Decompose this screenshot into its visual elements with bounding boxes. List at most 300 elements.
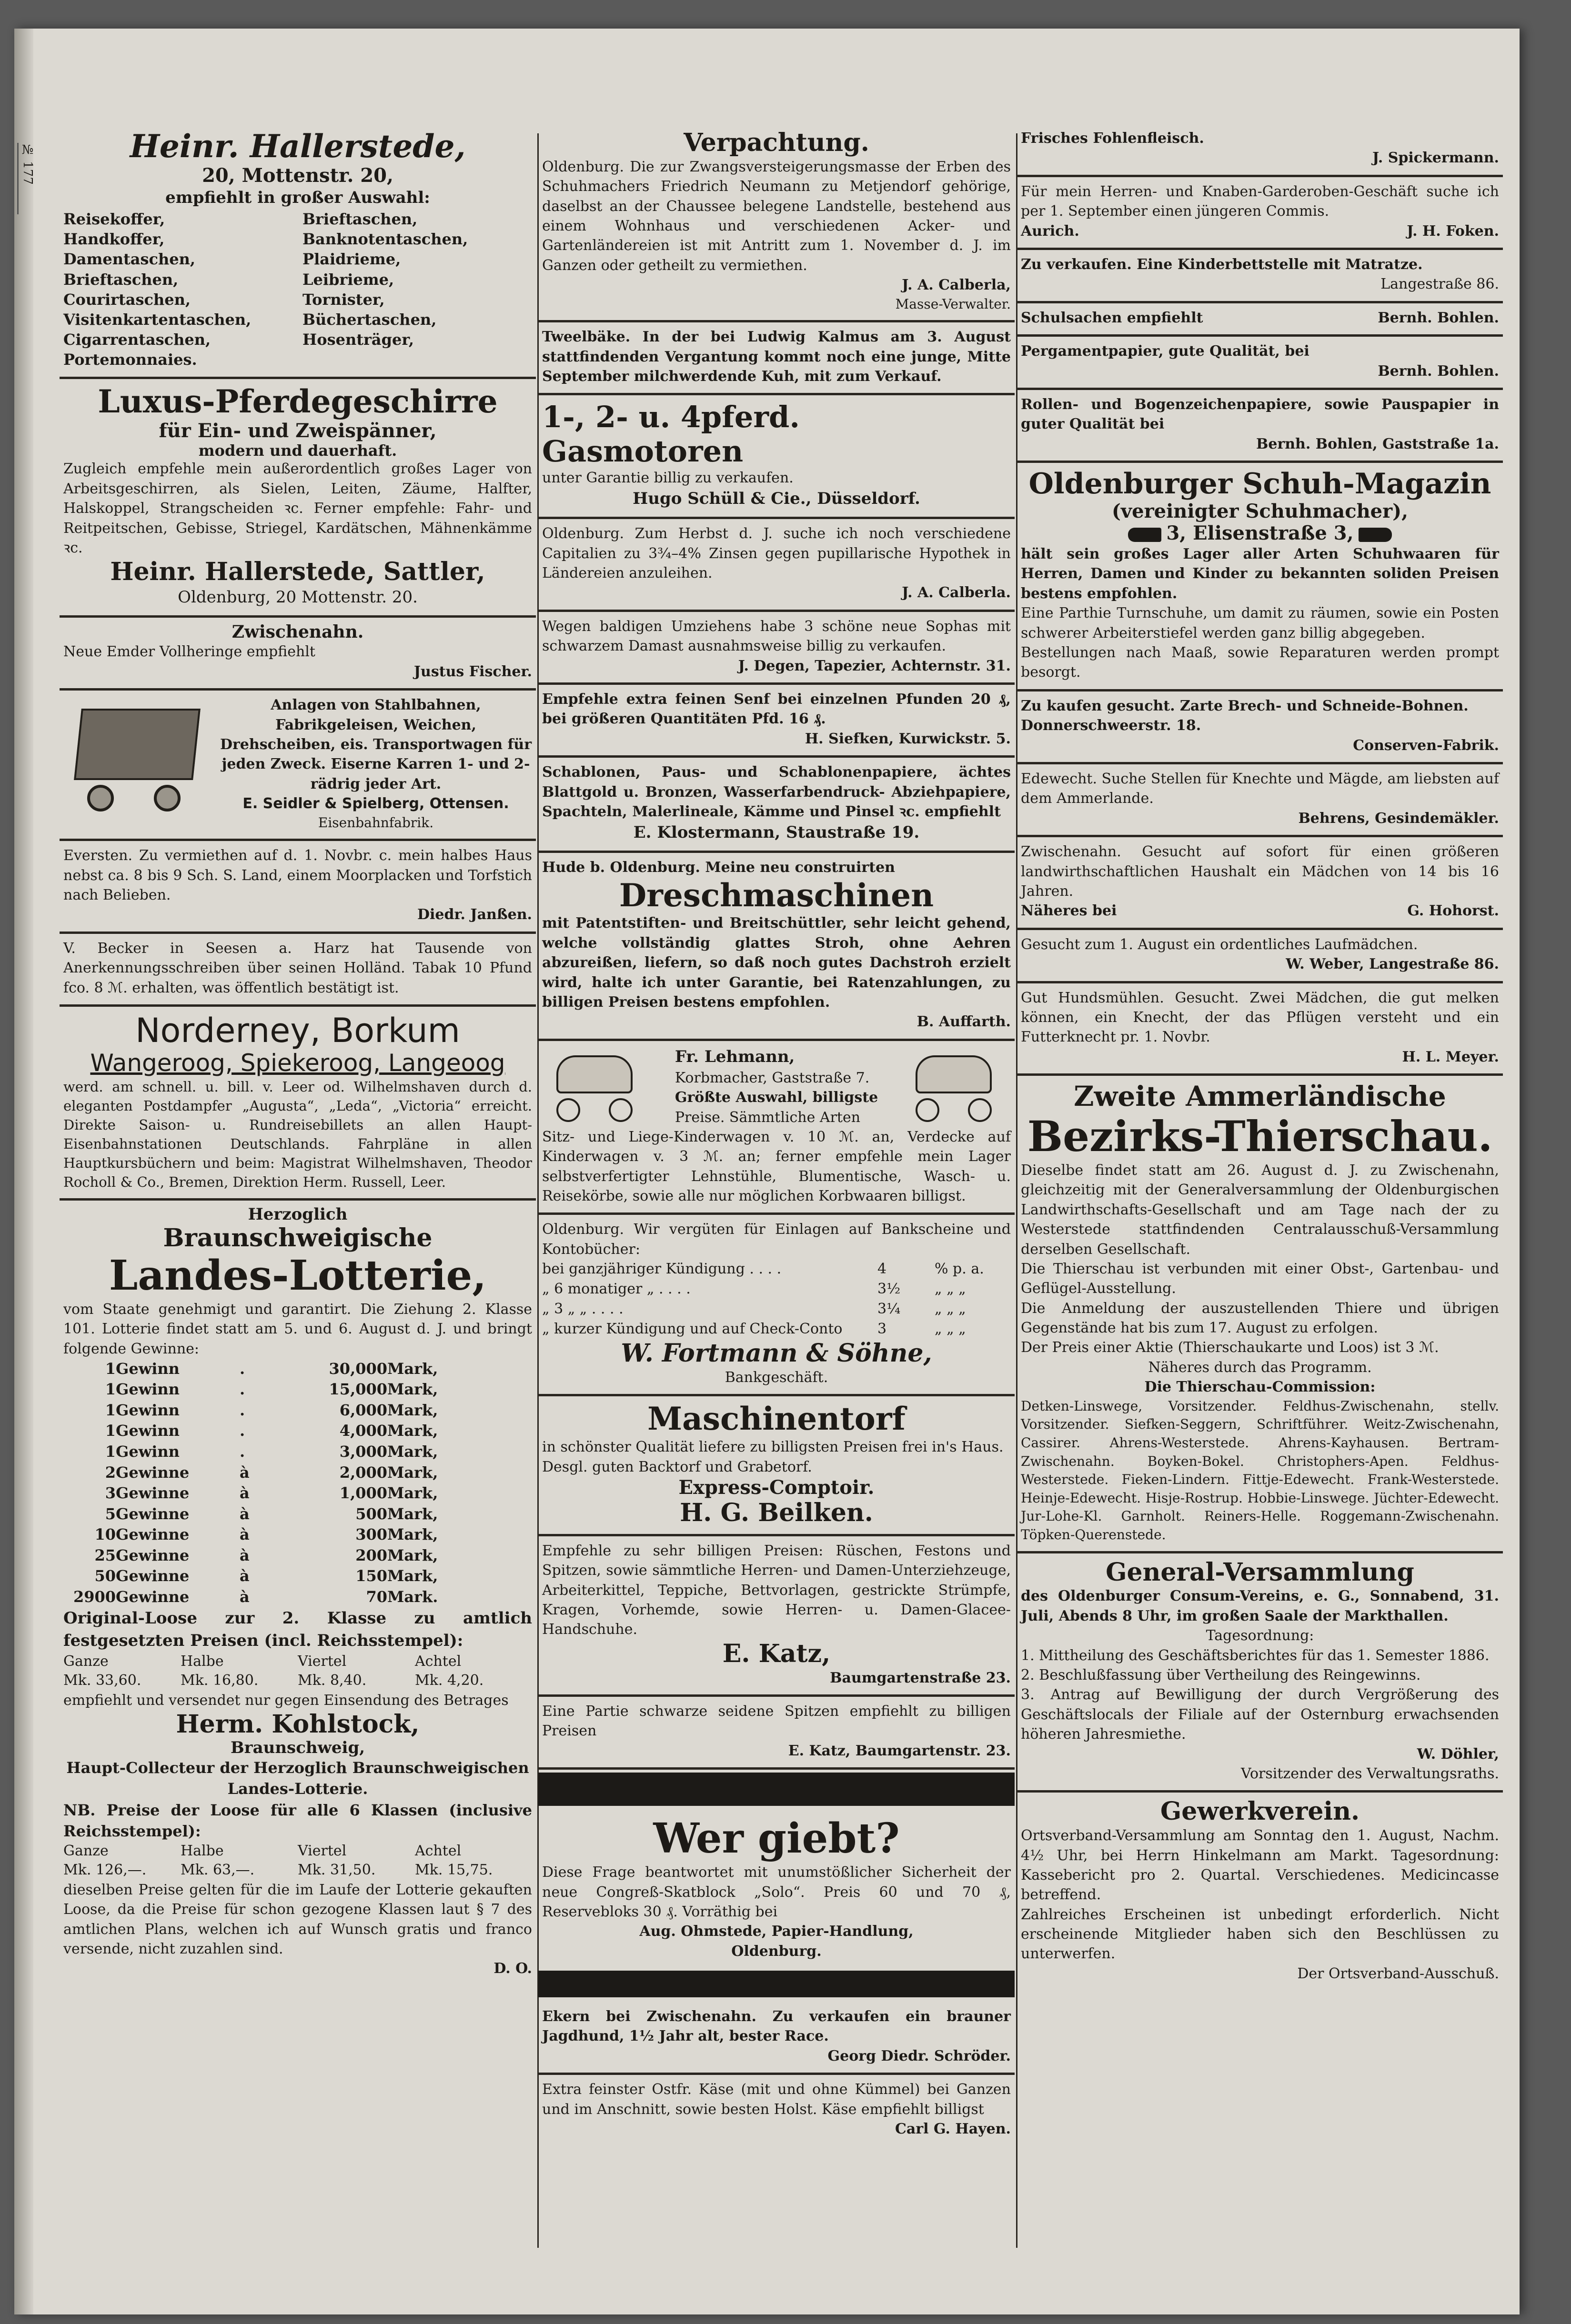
rate-term: „ 3 „ „ . . . . [542, 1301, 624, 1318]
ad-tweelbaeke [538, 322, 1015, 395]
list-item: Hosenträger, [302, 331, 414, 349]
ad-signature: Carl G. Hayen. [895, 2121, 1011, 2138]
ad-footer [1021, 901, 1499, 921]
ad-text-2: Eine Parthie Turnschuhe, um damit zu räumen, sowie ein Posten schwerer Arbeiterstiefel werden ganz billig abgegeben. [1021, 605, 1499, 641]
pram-wheel [968, 1098, 992, 1122]
collector-name: Herm. Kohlstock, [176, 1710, 420, 1739]
price-head: Achtel [415, 1653, 462, 1670]
price-head: Ganze [63, 1653, 109, 1670]
ad-becker-tabak [60, 934, 536, 1007]
ad-signature: Diedr. Janßen. [417, 906, 532, 923]
prize-amount: 300 [355, 1525, 387, 1544]
ad-signature: Behrens, Gesindemäkler. [1298, 810, 1499, 827]
ad-signature: J. Degen, Tapezier, Achternstr. 31. [738, 657, 1011, 674]
ad-thierschau [1017, 1076, 1503, 1553]
ad-text: des Oldenburger Consum-Vereins, e. G., Sonnabend, 31. Juli, Abends 8 Uhr, im großen Saale der Markthallen. [1021, 1588, 1499, 1624]
ad-signature: W. Döhler, [1417, 1745, 1499, 1763]
ad-text: Anlagen von Stahlbahnen, Fabrikgeleisen, Weichen, Drehscheiben, eis. Transportwagen für jeden Zweck. Eiserne Karren 1- und 2-rädrig jeder Art. [220, 697, 532, 792]
list-item: Damentaschen, [63, 250, 196, 269]
ad-signature: E. Klostermann, Staustraße 19. [633, 823, 920, 842]
ad-subtitle: Wangeroog, Spiekeroog, Langeoog [90, 1049, 505, 1077]
ad-signature: Aug. Ohmstede, Papier-Handlung, [639, 1923, 914, 1940]
ad-text-4: Der Preis einer Aktie (Thierschaukarte und Loos) ist 3 ℳ. [1021, 1339, 1439, 1356]
ad-edewecht [1017, 764, 1503, 837]
ad-text: Diese Frage beantwortet mit unumstößlicher Sicherheit der neue Congreß-Skatblock „Solo“. Preis 60 und 70 ₰, Reservebloks 30 ₰. Vorräthig bei [542, 1864, 1011, 1920]
ad-text: Gesucht zum 1. August ein ordentliches Laufmädchen. [1021, 936, 1418, 953]
ad-text-3: Bestellungen nach Maaß, sowie Reparaturen werden prompt besorgt. [1021, 644, 1499, 681]
cart-body [74, 709, 201, 780]
ad-text: Empfehle extra feinen Senf bei einzelnen Pfunden 20 ₰, bei größeren Quantitäten Pfd. 16 ₰. [542, 691, 1011, 728]
ad-hallerstede-bags [60, 124, 536, 379]
binding-edge [14, 29, 33, 2314]
prize-amount: 4,000 [339, 1422, 387, 1440]
prize-unit: Mark, [387, 1380, 438, 1399]
ad-gasmotoren [538, 395, 1015, 519]
ad-text-2: Desgl. guten Backtorf und Grabetorf. [542, 1458, 812, 1475]
pram-body [916, 1055, 992, 1093]
ad-title: Wer giebt? [653, 1814, 900, 1863]
list-item: Brieftaschen, [302, 210, 418, 228]
ad-consum-verein [1017, 1553, 1503, 1793]
prize-sep: à [240, 1463, 250, 1482]
pram-wheel [609, 1098, 633, 1122]
ad-kaese [538, 2075, 1015, 2145]
ad-text: Zugleich empfehle mein außerordentlich großes Lager von Arbeitsgeschirren, als Sielen, Leiten, Zäume, Halfter, Halskoppel, Strangscheiden ꝛc. Ferner empfehle: Fahr- und Reitpeitschen, Gebisse, Striegel, Kardätschen, Mähnenkämme ꝛc. [63, 461, 532, 556]
price-head: Achtel [415, 1842, 462, 1859]
ad-place: Aurich. [1021, 222, 1079, 240]
commission-heading: Die Thierschau-Commission: [1144, 1379, 1376, 1396]
ad-text: Gut Hundsmühlen. Gesucht. Zwei Mädchen, die gut melken können, ein Knecht, der das Pflügen versteht und ein Futterknecht pr. 1. Novbr. [1021, 989, 1499, 1046]
ad-schuh-magazin [1017, 463, 1503, 691]
ad-header [542, 1046, 1011, 1127]
ad-title: Verpachtung. [684, 128, 869, 157]
price-head: Halbe [181, 1653, 224, 1670]
prize-row [63, 1545, 532, 1566]
item-list-right [302, 209, 532, 370]
prize-amount: 1,000 [339, 1484, 387, 1503]
ad-degen [538, 612, 1015, 685]
prize-row [63, 1421, 532, 1442]
ad-signature: J. H. Foken. [1407, 222, 1499, 240]
agenda-item: 3. Antrag auf Bewilligung der durch Vergrößerung des Geschäftslocals der Filiale auf der Osternburg erwachsenden höheren Jahresmiethe. [1021, 1686, 1499, 1743]
prize-unit: Mark, [387, 1484, 438, 1503]
rate-unit: % p. a. [935, 1261, 984, 1278]
prize-word: Gewinne [116, 1546, 190, 1564]
prize-sep: à [240, 1525, 250, 1544]
prize-row [63, 1442, 532, 1463]
ad-text: Zu kaufen gesucht. Zarte Brech- und Schneide-Bohnen. [1021, 697, 1469, 714]
prize-word: Gewinn [116, 1359, 180, 1378]
ad-verpachtung [538, 124, 1015, 322]
ad-feldbahn [60, 691, 536, 841]
rate-unit: „ „ „ [935, 1281, 966, 1298]
table-row [542, 1259, 1011, 1279]
prize-unit: Mark. [387, 1587, 438, 1606]
ad-signature: G. Hohorst. [1407, 902, 1499, 920]
pointing-hand-icon [1359, 528, 1392, 542]
prize-count: 1 [105, 1359, 116, 1378]
ad-title: Norderney, Borkum [135, 1011, 460, 1050]
ad-text: Eversten. Zu vermiethen auf d. 1. Novbr. c. mein halbes Haus nebst ca. 8 bis 9 Sch. S. Land, einem Moorplacken und Torfstich nach Belieben. [63, 847, 532, 903]
ad-dreschmaschinen [538, 853, 1015, 1041]
prize-unit: Mark, [387, 1359, 438, 1378]
ad-signature-sub: Masse-Verwalter. [895, 296, 1011, 312]
mine-cart-illustration [63, 699, 211, 823]
prize-sep: à [240, 1587, 250, 1606]
prize-row [63, 1379, 532, 1400]
ad-intro: empfiehlt in großer Auswahl: [165, 188, 430, 207]
ad-signature: D. O. [493, 1960, 532, 1977]
ad-text: Dieselbe findet statt am 26. August d. J. zu Zwischenahn, gleichzeitig mit der Generalversammlung der Oldenburgischen Landwirthschafts-Gesellschaft und am Tage nach der zu Westerstede stattfindenden Centralausschuß-Versammlung derselben Gesellschaft. [1021, 1162, 1499, 1258]
price-heads [63, 1842, 532, 1861]
ad-header-text [675, 1046, 878, 1127]
ad-senf [538, 685, 1015, 758]
prize-row [63, 1463, 532, 1483]
ad-signature: E. Katz, Baumgartenstr. 23. [788, 1742, 1011, 1759]
ad-text: Neue Emder Vollheringe empfiehlt [63, 643, 315, 661]
prize-row [63, 1504, 532, 1525]
item-list-left [63, 209, 293, 370]
ad-text: Ortsverband-Versammlung am Sonntag den 1. August, Nachm. 4½ Uhr, bei Herrn Hinkelmann am Markt. Tagesordnung: Kassebericht pro 2. Quartal. Verschiedenes. Medicincasse betreffend. [1021, 1827, 1499, 1903]
prize-count: 50 [94, 1567, 116, 1585]
ad-name: Fr. Lehmann, [675, 1047, 795, 1066]
prize-amount: 200 [355, 1546, 387, 1564]
ad-title: Maschinentorf [647, 1400, 906, 1438]
ad-signature: Langestraße 86. [1380, 276, 1499, 293]
ad-text-5: Näheres durch das Programm. [1148, 1359, 1372, 1376]
prize-count: 1 [105, 1422, 116, 1440]
ad-signature: Bernh. Bohlen. [1378, 309, 1499, 326]
table-row [542, 1299, 1011, 1319]
ad-text: Extra feinster Ostfr. Käse (mit und ohne Kümmel) bei Ganzen und im Anschnitt, sowie besten Holst. Käse empfiehlt billigst [542, 2081, 1011, 2118]
ad-fohlenfleisch [1017, 124, 1503, 177]
rate-unit: „ „ „ [935, 1301, 966, 1318]
list-item: Cigarrentaschen, [63, 331, 211, 349]
price-head: Ganze [63, 1842, 109, 1859]
cart-wheel [87, 785, 114, 811]
ad-signature: Georg Diedr. Schröder. [827, 2047, 1011, 2064]
pointing-hand-icon [1128, 528, 1161, 542]
rate-value: 4 [877, 1261, 887, 1278]
prize-unit: Mark, [387, 1567, 438, 1585]
ad-place: Näheres bei [1021, 902, 1117, 920]
ad-wer-giebt [538, 1811, 1015, 1968]
collector-city: Braunschweig, [230, 1738, 365, 1758]
pram-body [556, 1055, 633, 1093]
prize-amount: 500 [355, 1504, 387, 1523]
ad-signature: Heinr. Hallerstede, Sattler, [110, 557, 485, 587]
ad-line: Preise. Sämmtliche Arten [675, 1109, 861, 1126]
prize-word: Gewinn [116, 1422, 180, 1440]
list-item: Plaidrieme, [302, 250, 401, 269]
list-item: Banknotentaschen, [302, 230, 468, 249]
ad-text: Hude b. Oldenburg. Meine neu construirten [542, 859, 895, 876]
ad-signature: Conserven-Fabrik. [1353, 737, 1499, 754]
prize-count: 1 [105, 1401, 116, 1419]
prize-word: Gewinne [116, 1525, 190, 1544]
price-value: Mk. 15,75. [415, 1862, 493, 1879]
pram-illustration [542, 1046, 652, 1127]
table-row [542, 1319, 1011, 1339]
price-value: Mk. 16,80. [181, 1672, 259, 1689]
ad-signature: Bernh. Bohlen, Gaststraße 1a. [1256, 435, 1499, 452]
ad-subtitle: für Ein- und Zweispänner, [159, 419, 437, 442]
ad-signature: Bernh. Bohlen. [1378, 362, 1499, 380]
rate-term: „ 6 monatiger „ . . . . [542, 1281, 691, 1298]
ad-kinderbett [1017, 250, 1503, 303]
prize-unit: Mark, [387, 1463, 438, 1482]
prize-count: 1 [105, 1442, 116, 1461]
ad-text-2: Die Thierschau ist verbunden mit einer Obst-, Gartenbau- und Geflügel-Ausstellung. [1021, 1260, 1499, 1297]
ad-line [1021, 308, 1499, 328]
ad-signature: Der Ortsverband-Ausschuß. [1297, 1965, 1499, 1982]
column-3 [1017, 124, 1503, 2267]
ad-text: Edewecht. Suche Stellen für Knechte und Mägde, am liebsten auf dem Ammerlande. [1021, 770, 1499, 807]
prize-word: Gewinne [116, 1567, 190, 1585]
prize-sep: à [240, 1546, 250, 1564]
ad-subtitle: (vereinigter Schuhmacher), [1111, 500, 1409, 523]
ad-signature: H. L. Meyer. [1402, 1048, 1499, 1065]
price-value: Mk. 31,50. [298, 1862, 376, 1879]
ad-text: vom Staate genehmigt und garantirt. Die Ziehung 2. Klasse 101. Lotterie findet statt am 5. und 6. August d. J. und bringt folgende Gewinne: [63, 1301, 532, 1357]
ad-text: Sitz- und Liege-Kinderwagen v. 10 ℳ. an, Verdecke auf Kinderwagen v. 3 ℳ. an; ferner empfehle mein Lager selbstverfertigter Lehnstühle, Blumentische, Wasch- u. Reisekörbe, sowie alle nur möglichen Korbwaaren billigst. [542, 1128, 1011, 1205]
ad-address: Baumgartenstraße 23. [830, 1669, 1011, 1686]
prize-row [63, 1359, 532, 1380]
price-value: Mk. 63,—. [181, 1862, 255, 1879]
prize-amount: 15,000 [329, 1380, 387, 1399]
ad-pre: Herzoglich [248, 1204, 348, 1224]
nb-text: NB. Preise der Loose für alle 6 Klassen (inclusive Reichsstempel): [63, 1801, 532, 1840]
ad-title-2: Bezirks-Thierschau. [1027, 1111, 1493, 1161]
price-value: Mk. 33,60. [63, 1672, 141, 1689]
ad-bohlen-pergament [1017, 337, 1503, 390]
ad-title-2: Landes-Lotterie, [109, 1251, 487, 1300]
prize-amount: 70 [366, 1587, 387, 1606]
list-item: Portemonnaies. [63, 351, 197, 369]
price-value: Mk. 126,—. [63, 1862, 147, 1879]
prize-word: Gewinne [116, 1504, 190, 1523]
ad-firm: Express-Comptoir. [678, 1476, 875, 1499]
ad-address: 20, Mottenstr. 20, [202, 164, 393, 187]
ad-firm-2: H. G. Beilken. [680, 1498, 873, 1528]
list-item: Brieftaschen, [63, 270, 179, 289]
prize-word: Gewinn [116, 1401, 180, 1419]
prize-amount: 30,000 [329, 1359, 387, 1378]
ad-text: Frisches Fohlenfleisch. [1021, 130, 1204, 147]
ad-bohlen-papiere [1017, 390, 1503, 463]
column-2 [538, 124, 1015, 2267]
ad-jagdhund [538, 2002, 1015, 2075]
ad-text: hält sein großes Lager aller Arten Schuhwaaren für Herren, Damen und Kinder zu bekannten soliden Preisen bestens empfohlen. [1021, 546, 1499, 602]
ad-line: Größte Auswahl, billigste [675, 1089, 878, 1106]
prize-unit: Mark, [387, 1422, 438, 1440]
ad-luxus-pferdegeschirre [60, 379, 536, 618]
list-item: Reisekoffer, [63, 210, 165, 228]
prize-word: Gewinn [116, 1442, 180, 1461]
ad-title: Zweite Ammerländische [1074, 1080, 1446, 1113]
agenda-heading: Tagesordnung: [1206, 1627, 1314, 1644]
prize-sep: . [240, 1359, 245, 1378]
agenda-item: 2. Beschlußfassung über Vertheilung des Reingewinns. [1021, 1666, 1421, 1683]
ad-bohlen-schulsachen [1017, 303, 1503, 337]
rate-unit: „ „ „ [935, 1321, 966, 1338]
prize-sep: à [240, 1504, 250, 1523]
prize-unit: Mark, [387, 1504, 438, 1523]
rate-value: 3 [877, 1321, 887, 1338]
ad-text: Für mein Herren- und Knaben-Garderoben-Geschäft suche ich per 1. September einen jüngeren Commis. [1021, 183, 1499, 220]
original-loose: Original-Loose zur 2. Klasse zu amtlich festgesetzten Preisen (incl. Reichsstempel): [63, 1609, 532, 1651]
prize-word: Gewinn [116, 1380, 180, 1399]
prize-amount: 6,000 [339, 1401, 387, 1419]
prize-count: 25 [94, 1546, 116, 1564]
list-item: Courirtaschen, [63, 290, 191, 309]
rate-value: 3½ [877, 1281, 901, 1298]
ad-title: General-Versammlung [1106, 1557, 1414, 1587]
ad-signature: W. Fortmann & Söhne, [621, 1339, 932, 1368]
ad-title: Oldenburger Schuh-Magazin [1028, 467, 1491, 501]
ad-signature-sub: Vorsitzender des Verwaltungsraths. [1241, 1765, 1499, 1782]
prize-unit: Mark, [387, 1442, 438, 1461]
rate-table [542, 1259, 1011, 1339]
ad-text: Schablonen, Paus- und Schablonenpapiere, ächtes Blattgold u. Bronzen, Wasserfarbendruck- Abziehpapiere, Spachteln, Malerlineale, Kämme und Pinsel ꝛc. empfiehlt [542, 764, 1011, 820]
prize-row [63, 1400, 532, 1421]
prize-amount: 2,000 [339, 1463, 387, 1482]
price-head: Viertel [298, 1653, 347, 1670]
price-value: Mk. 4,20. [415, 1672, 484, 1689]
ad-text: dieselben Preise gelten für die im Laufe der Lotterie gekauften Loose, da die Preise für schon gezogene Klassen laut § 7 des amtlichen Plans, welchen ich auf Wunsch gratis und franco versende, nicht zuzahlen sind. [63, 1881, 532, 1958]
price-values [63, 1671, 532, 1691]
prize-sep: . [240, 1380, 245, 1399]
prize-count: 5 [105, 1504, 116, 1523]
ad-text: V. Becker in Seesen a. Harz hat Tausende von Anerkennungsschreiben über seinen Holländ. Tabak 10 Pfund fco. 8 ℳ. erhalten, was öffentlich bestätigt ist. [63, 940, 532, 996]
ad-bohnen [1017, 691, 1503, 764]
ad-zwischenahn-heringe [60, 618, 536, 691]
pram-wheel [916, 1098, 939, 1122]
ad-signature: H. Siefken, Kurwickstr. 5. [805, 730, 1011, 747]
prize-count: 2900 [73, 1587, 116, 1606]
ad-weber [1017, 930, 1503, 983]
commission-members: Detken-Linswege, Vorsitzender. Feldhus-Zwischenahn, stellv. Vorsitzender. Siefken-Seggern, Schriftführer. Weitz-Zwischenahn, Cassirer. Ahrens-Westerstede. Ahrens-Kayhausen. Bertram-Zwischenahn. Boyken-Bokel. Christophers-Apen. Feldhus-Westerstede. Fieken-Lindern. Fittje-Edewecht. Frank-Westerstede. Heinje-Edewecht. Hisje-Rostrup. Hobbie-Linswege. Jüchter-Edewecht. Jur-Lohe-Kl. Garnholt. Reiners-Helle. Roggemann-Zwischenahn. Töpken-Querenstede. [1021, 1398, 1499, 1543]
ad-foken [1017, 177, 1503, 250]
ad-city: Oldenburg. [731, 1943, 822, 1960]
ad-signature: J. Spickermann. [1372, 150, 1499, 167]
ad-signature: J. A. Calberla. [902, 584, 1011, 601]
ad-maschinentorf [538, 1396, 1015, 1536]
ad-text: empfiehlt und versendet nur gegen Einsendung des Betrages [63, 1692, 509, 1709]
price-head: Halbe [181, 1842, 224, 1859]
ad-text: Oldenburg. Zum Herbst d. J. suche ich noch verschiedene Capitalien zu 3¾–4% Zinsen gegen pupillarische Hypothek in Ländereien anzuleihen. [542, 525, 1011, 581]
ad-norderney [60, 1007, 536, 1201]
prize-count: 10 [94, 1525, 116, 1544]
prize-row [63, 1587, 532, 1608]
ad-title: Heinr. Hallerstede, [130, 128, 466, 165]
ad-text: Tweelbäke. In der bei Ludwig Kalmus am 3. August stattfindenden Vergantung kommt noch eine junge, Mitte September milchwerdende Kuh, mit zum Verkauf. [542, 329, 1011, 385]
prize-amount: 150 [355, 1567, 387, 1585]
ad-firm: E. Seidler & Spielberg, Ottensen. [242, 795, 509, 812]
list-item: Visitenkartentaschen, [63, 310, 252, 329]
ad-fortmann-bank [538, 1215, 1015, 1396]
ad-text: Zwischenahn. Gesucht auf sofort für einen größeren landwirthschaftlichen Haushalt ein Mädchen von 14 bis 16 Jahren. [1021, 843, 1499, 900]
ad-address-text: 3, Elisenstraße 3, [1166, 522, 1354, 545]
ad-subtitle-2: modern und dauerhaft. [198, 441, 397, 460]
ad-signature: J. A. Calberla, [902, 277, 1011, 294]
ad-title: Luxus-Pferdegeschirre [98, 382, 498, 420]
ad-katz-spitzen [538, 1697, 1015, 1770]
prize-count: 1 [105, 1380, 116, 1399]
black-rule [538, 1773, 1015, 1806]
ad-landes-lotterie [60, 1201, 536, 1985]
rate-term: „ kurzer Kündigung und auf Check-Conto [542, 1321, 843, 1338]
list-item: Büchertaschen, [302, 310, 437, 329]
rate-term: bei ganzjähriger Kündigung . . . . [542, 1261, 782, 1278]
ad-title: Braunschweigische [163, 1223, 433, 1253]
ad-text-2: Zahlreiches Erscheinen ist unbedingt erforderlich. Nicht erscheinende Mitglieder haben sich den Beschlüssen zu unterwerfen. [1021, 1906, 1499, 1963]
ad-hundsmuehlen [1017, 983, 1503, 1076]
prize-unit: Mark, [387, 1546, 438, 1564]
ad-text: in schönster Qualität liefere zu billigsten Preisen frei in's Haus. [542, 1439, 1004, 1456]
ad-signature: B. Auffarth. [916, 1013, 1011, 1031]
ad-text: Oldenburg. Wir vergüten für Einlagen auf Bankscheine und Kontobücher: [542, 1221, 1011, 1258]
ad-text: Wegen baldigen Umziehens habe 3 schöne neue Sophas mit schwarzem Damast ausnahmsweise billig zu verkaufen. [542, 618, 1011, 655]
ad-text: Ekern bei Zwischenahn. Zu verkaufen ein brauner Jagdhund, 1½ Jahr alt, bester Race. [542, 2008, 1011, 2045]
ad-firm-sub: Eisenbahnfabrik. [318, 814, 434, 831]
ad-text: Oldenburg. Die zur Zwangsversteigerungsmasse der Erben des Schuhmachers Friedrich Neumann zu Metjendorf gehörige, daselbst an der Chaussee belegene Landstelle, bestehend aus einem Wohnhaus und verschiedenen Acker- und Gartenländereien ist mit Antritt zum 1. November d. J. im Ganzen oder getheilt zu vermiethen. [542, 158, 1011, 274]
ad-signature: W. Weber, Langestraße 86. [1286, 956, 1499, 973]
pram-wheel [556, 1098, 580, 1122]
ad-addr: Korbmacher, Gaststraße 7. [675, 1069, 870, 1086]
ad-title: Dreschmaschinen [619, 876, 934, 914]
prize-word: Gewinne [116, 1463, 190, 1482]
table-row [542, 1279, 1011, 1299]
prize-sep: à [240, 1484, 250, 1503]
rate-value: 3¼ [877, 1301, 901, 1318]
price-values [63, 1861, 532, 1880]
ad-signature: Justus Fischer. [413, 663, 532, 680]
list-item: Handkoffer, [63, 230, 165, 249]
ad-text-2: mit Patentstiften- und Breitschüttler, sehr leicht gehend, welche vollständig glattes Stroh, ohne Aehren abzureißen, liefern, so daß noch gutes Dachstroh erzielt wird, halte ich unter Garantie, bei Ratenzahlungen, zu billigen Preisen bestens empfohlen. [542, 915, 1011, 1011]
ad-text: Eine Partie schwarze seidene Spitzen empfiehlt zu billigen Preisen [542, 1703, 1011, 1740]
black-rule [538, 1971, 1015, 1997]
ad-katz [538, 1536, 1015, 1697]
prize-unit: Mark, [387, 1525, 438, 1544]
prize-sep: . [240, 1401, 245, 1419]
page-marker: № 177 [17, 143, 28, 214]
prize-row [63, 1566, 532, 1587]
prize-row [63, 1483, 532, 1504]
ad-lehmann [538, 1041, 1015, 1215]
ad-address [1021, 522, 1499, 544]
ad-text: Zu verkaufen. Eine Kinderbettstelle mit Matratze. [1021, 256, 1423, 273]
ad-title: 1-, 2- u. 4pferd. Gasmotoren [542, 400, 800, 469]
pram-illustration [901, 1046, 1011, 1127]
prize-count: 2 [105, 1463, 116, 1482]
prize-count: 3 [105, 1484, 116, 1503]
ad-address: Donnerschweerstr. 18. [1021, 717, 1201, 734]
ad-text-3: Die Anmeldung der auszustellenden Thiere und übrigen Gegenstände hat bis zum 17. August zu erfolgen. [1021, 1300, 1499, 1337]
ad-text: Schulsachen empfiehlt [1021, 309, 1203, 326]
prize-sep: . [240, 1442, 245, 1461]
prize-word: Gewinne [116, 1484, 190, 1503]
price-value: Mk. 8,40. [298, 1672, 367, 1689]
ad-text: werd. am schnell. u. bill. v. Leer od. Wilhelmshaven durch d. eleganten Postdampfer „Augusta“, „Leda“, „Victoria“ erreicht. Direkte Saison- u. Rundreisebillets an allen Haupt-Eisenbahnstationen Deutschlands. Fahrpläne in allen Hauptkursbüchern und beim: Magistrat Wilhelmshaven, Theodor Rocholl & Co., Bremen, Direktion Herm. Russell, Leer. [63, 1078, 532, 1190]
ad-signature-sub: Bankgeschäft. [725, 1369, 828, 1386]
column-1 [60, 124, 536, 2267]
ad-text: Pergamentpapier, gute Qualität, bei [1021, 343, 1309, 360]
agenda-item: 1. Mittheilung des Geschäftsberichtes für das 1. Semester 1886. [1021, 1647, 1490, 1664]
price-heads [63, 1652, 532, 1672]
ad-klostermann [538, 758, 1015, 853]
price-head: Viertel [298, 1842, 347, 1859]
